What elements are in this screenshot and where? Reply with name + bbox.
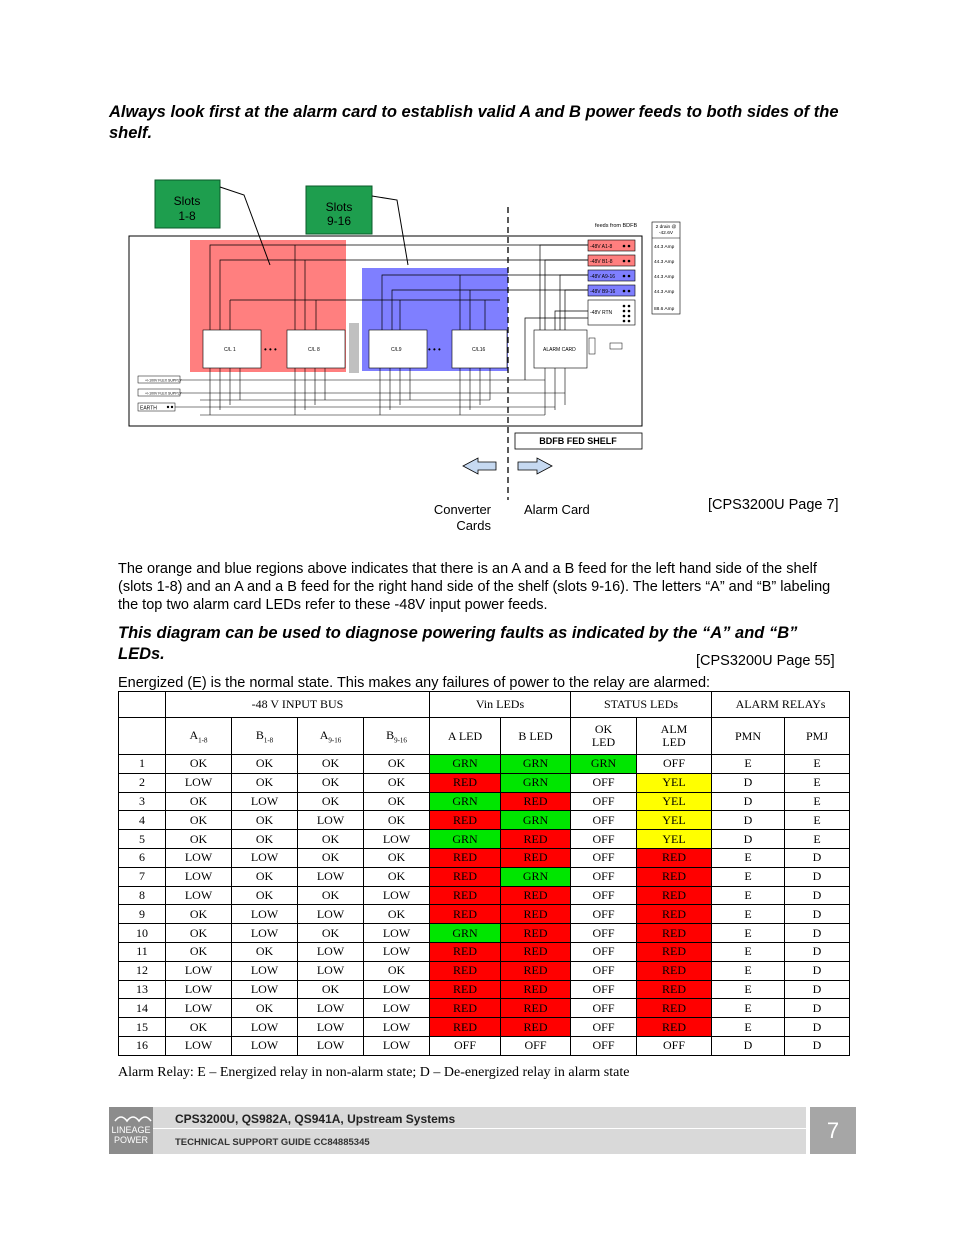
cell-a-led: RED (430, 773, 501, 792)
cell-bus-b9-16: OK (364, 905, 430, 924)
cell-alm-led: YEL (637, 811, 712, 830)
cell-a-led: RED (430, 980, 501, 999)
arrow-left-label-2: Cards (456, 518, 491, 533)
cell-case-number: 1 (119, 755, 166, 774)
cell-b-led: GRN (501, 755, 571, 774)
group-header-vin-leds: Vin LEDs (430, 692, 571, 718)
cell-pmj: E (785, 773, 850, 792)
cell-pmn: E (712, 1018, 785, 1037)
group-header-alarm-relays: ALARM RELAYs (712, 692, 850, 718)
fault-table (118, 691, 850, 1056)
cell-bus-b1-8: OK (232, 886, 298, 905)
cell-ok-led: OFF (571, 886, 637, 905)
cell-a-led: GRN (430, 792, 501, 811)
cell-bus-a9-16: LOW (298, 1018, 364, 1037)
page-number: 7 (810, 1107, 856, 1154)
cell-alm-led: RED (637, 961, 712, 980)
cell-pmj: D (785, 867, 850, 886)
cell-pmj: D (785, 999, 850, 1018)
group-header-input-bus: -48 V INPUT BUS (166, 692, 430, 718)
cell-ok-led: OFF (571, 1018, 637, 1037)
cell-ok-led: OFF (571, 1036, 637, 1055)
lower-wiring (175, 368, 565, 415)
cell-b-led: RED (501, 999, 571, 1018)
cell-a-led: RED (430, 905, 501, 924)
cell-bus-b1-8: LOW (232, 1018, 298, 1037)
table-row (119, 886, 850, 905)
arrow-left-icon (463, 458, 496, 474)
cell-pmj: E (785, 755, 850, 774)
cell-case-number: 6 (119, 848, 166, 867)
arrow-right-label: Alarm Card (524, 502, 590, 517)
amp-value-1: 44.3 Amp (654, 245, 675, 250)
cell-bus-a1-8: OK (166, 792, 232, 811)
cell-alm-led: RED (637, 1018, 712, 1037)
cell-bus-b1-8: LOW (232, 848, 298, 867)
cell-case-number: 2 (119, 773, 166, 792)
cell-bus-b1-8: LOW (232, 924, 298, 943)
cell-pmj: D (785, 924, 850, 943)
amp-value-3: 44.3 Amp (654, 275, 675, 280)
table-row (119, 848, 850, 867)
cell-pmn: E (712, 905, 785, 924)
cell-bus-a1-8: LOW (166, 867, 232, 886)
cell-ok-led: OFF (571, 867, 637, 886)
cell-b-led: OFF (501, 1036, 571, 1055)
cell-b-led: RED (501, 792, 571, 811)
cell-case-number: 7 (119, 867, 166, 886)
cell-bus-a9-16: OK (298, 924, 364, 943)
table-row (119, 830, 850, 849)
feed-label-a9-16: -48V A9-16 (590, 274, 616, 280)
lineage-power-logo (109, 1107, 153, 1154)
cell-bus-a9-16: OK (298, 848, 364, 867)
cell-pmn: E (712, 961, 785, 980)
cell-alm-led: RED (637, 999, 712, 1018)
table-row (119, 1018, 850, 1037)
cell-bus-a9-16: OK (298, 830, 364, 849)
col-header-b-led: B LED (501, 718, 571, 755)
cell-pmj: D (785, 886, 850, 905)
cell-alm-led: YEL (637, 792, 712, 811)
cell-bus-b9-16: LOW (364, 830, 430, 849)
cell-a-led: GRN (430, 924, 501, 943)
table-row (119, 811, 850, 830)
cell-ok-led: GRN (571, 755, 637, 774)
shelf-label: BDFB FED SHELF (539, 436, 617, 446)
slots-left-line2: 1-8 (178, 209, 196, 223)
cell-b-led: RED (501, 924, 571, 943)
cell-a-led: OFF (430, 1036, 501, 1055)
cell-bus-a9-16: OK (298, 755, 364, 774)
earth-terminal (167, 406, 169, 408)
cell-bus-b9-16: OK (364, 811, 430, 830)
cell-pmn: E (712, 867, 785, 886)
cell-alm-led: RED (637, 886, 712, 905)
cell-ok-led: OFF (571, 961, 637, 980)
cell-bus-a9-16: OK (298, 886, 364, 905)
cell-bus-b9-16: OK (364, 867, 430, 886)
cell-pmj: D (785, 905, 850, 924)
cell-pmn: D (712, 830, 785, 849)
cell-alm-led: RED (637, 980, 712, 999)
logo-line-2: POWER (113, 1135, 148, 1145)
cell-pmn: E (712, 755, 785, 774)
amp-value-5: 88.6 Amp (654, 307, 675, 312)
cell-bus-b1-8: OK (232, 811, 298, 830)
cell-bus-b1-8: LOW (232, 1036, 298, 1055)
feed-label-a1-8: -48V A1-8 (590, 244, 613, 250)
page-reference-55: [CPS3200U Page 55] (696, 653, 835, 669)
card-label-cl9: C/L9 (391, 347, 402, 353)
col-header-pmj: PMJ (785, 718, 850, 755)
ellipsis-left: • • • (264, 345, 277, 354)
slots-right-line2: 9-16 (326, 214, 352, 228)
cell-case-number: 16 (119, 1036, 166, 1055)
col-header-a1-8: $A_{1-8}$ (166, 718, 232, 755)
cell-a-led: RED (430, 811, 501, 830)
table-row (119, 792, 850, 811)
cell-pmj: D (785, 1018, 850, 1037)
cell-bus-a9-16: OK (298, 792, 364, 811)
feed-label-rtn: -48V RTN (590, 310, 613, 316)
corner-cell (119, 692, 166, 718)
cell-b-led: GRN (501, 811, 571, 830)
flex-supply-label-2: +/-100V FLEX SUPPLY (145, 391, 182, 396)
card-label-cl16: C/L16 (472, 347, 486, 353)
cell-alm-led: YEL (637, 773, 712, 792)
cell-bus-b1-8: LOW (232, 792, 298, 811)
table-row (119, 905, 850, 924)
cell-bus-b9-16: LOW (364, 886, 430, 905)
cell-bus-a9-16: LOW (298, 1036, 364, 1055)
cell-bus-b1-8: LOW (232, 961, 298, 980)
feed-boxes (588, 240, 635, 325)
cell-bus-b1-8: OK (232, 755, 298, 774)
cell-a-led: RED (430, 867, 501, 886)
ellipsis-right: • • • (428, 345, 441, 354)
cell-bus-b9-16: LOW (364, 924, 430, 943)
cell-case-number: 13 (119, 980, 166, 999)
cell-bus-b9-16: OK (364, 755, 430, 774)
amp-header-1: 2 drain @ (655, 225, 677, 230)
cell-bus-a1-8: LOW (166, 999, 232, 1018)
col-header-ok-led: OK LED (571, 718, 637, 755)
cell-pmn: D (712, 1036, 785, 1055)
cell-alm-led: RED (637, 942, 712, 961)
cell-bus-a1-8: LOW (166, 848, 232, 867)
cell-case-number: 3 (119, 792, 166, 811)
cell-bus-a9-16: LOW (298, 905, 364, 924)
cell-case-number: 4 (119, 811, 166, 830)
cell-pmn: D (712, 773, 785, 792)
col-header-pmn: PMN (712, 718, 785, 755)
cell-ok-led: OFF (571, 848, 637, 867)
cell-pmj: D (785, 980, 850, 999)
cell-bus-b1-8: LOW (232, 980, 298, 999)
gray-divider (349, 323, 359, 373)
cell-pmn: E (712, 980, 785, 999)
cell-a-led: RED (430, 999, 501, 1018)
cell-bus-b1-8: LOW (232, 905, 298, 924)
cell-pmj: E (785, 792, 850, 811)
cell-bus-b9-16: OK (364, 792, 430, 811)
cell-bus-a1-8: OK (166, 811, 232, 830)
feed-label-b9-16: -48V B9-16 (590, 289, 616, 295)
row-number-header (119, 718, 166, 755)
cell-case-number: 11 (119, 942, 166, 961)
cell-bus-b9-16: OK (364, 961, 430, 980)
col-header-a9-16: $A_{9-16}$ (298, 718, 364, 755)
arrow-left-label-1: Converter (433, 502, 491, 517)
arrow-right-icon (518, 458, 552, 474)
feeds-title: feeds from BDFB (595, 223, 638, 229)
cell-bus-a1-8: OK (166, 942, 232, 961)
cell-bus-a1-8: LOW (166, 980, 232, 999)
cell-ok-led: OFF (571, 830, 637, 849)
feed-label-b1-8: -48V B1-8 (590, 259, 613, 265)
group-header-status-leds: STATUS LEDs (571, 692, 712, 718)
cell-pmj: E (785, 811, 850, 830)
cell-b-led: RED (501, 980, 571, 999)
cell-case-number: 12 (119, 961, 166, 980)
cell-pmn: D (712, 792, 785, 811)
table-row (119, 867, 850, 886)
cell-b-led: RED (501, 942, 571, 961)
cell-bus-b9-16: LOW (364, 980, 430, 999)
cell-ok-led: OFF (571, 924, 637, 943)
cell-pmj: D (785, 942, 850, 961)
cell-pmn: E (712, 924, 785, 943)
cell-alm-led: OFF (637, 755, 712, 774)
cell-b-led: RED (501, 961, 571, 980)
slots-left-line1: Slots (173, 194, 201, 208)
cell-bus-a9-16: LOW (298, 999, 364, 1018)
cell-pmn: E (712, 942, 785, 961)
col-header-b1-8: $B_{1-8}$ (232, 718, 298, 755)
table-row (119, 773, 850, 792)
cell-a-led: RED (430, 886, 501, 905)
heading-diagnose: This diagram can be used to diagnose powering faults as indicated by the “A” and “B” LEDs. (118, 624, 798, 663)
col-header-alm-led: ALM LED (637, 718, 712, 755)
cell-bus-b9-16: LOW (364, 1036, 430, 1055)
amp-value-4: 44.3 Amp (654, 290, 675, 295)
table-row (119, 755, 850, 774)
cell-a-led: RED (430, 1018, 501, 1037)
cell-pmn: E (712, 886, 785, 905)
cell-ok-led: OFF (571, 773, 637, 792)
regions-explanation: The orange and blue regions above indicates that there is an A and a B feed for the left hand side of the shelf (slots 1-8) and an A and a B feed for the right hand side of the shelf (slots 9-16). The letters “A” and “B” labeling the top two alarm card LEDs refer to these -48V input power feeds. (118, 561, 831, 613)
alarm-card-port (610, 343, 622, 349)
cell-case-number: 15 (119, 1018, 166, 1037)
footer-title: CPS3200U, QS982A, QS941A, Upstream Systems (175, 1112, 456, 1126)
col-header-b9-16: $B_{9-16}$ (364, 718, 430, 755)
cell-bus-a1-8: OK (166, 755, 232, 774)
cell-ok-led: OFF (571, 811, 637, 830)
logo-line-1: LINEAGE (111, 1125, 151, 1135)
cell-b-led: RED (501, 886, 571, 905)
cell-a-led: GRN (430, 755, 501, 774)
cell-ok-led: OFF (571, 792, 637, 811)
cell-ok-led: OFF (571, 905, 637, 924)
alarm-card-label: ALARM CARD (543, 347, 576, 353)
cell-bus-b1-8: OK (232, 773, 298, 792)
cell-pmj: D (785, 848, 850, 867)
card-label-cl1: C/L 1 (224, 347, 236, 353)
cell-bus-a9-16: LOW (298, 942, 364, 961)
cell-alm-led: RED (637, 848, 712, 867)
amp-value-2: 44.3 Amp (654, 260, 675, 265)
page-reference-7: [CPS3200U Page 7] (708, 497, 839, 513)
cell-pmj: E (785, 830, 850, 849)
cell-ok-led: OFF (571, 942, 637, 961)
cell-alm-led: RED (637, 905, 712, 924)
cell-b-led: RED (501, 830, 571, 849)
cell-bus-a1-8: LOW (166, 961, 232, 980)
cell-case-number: 5 (119, 830, 166, 849)
cell-b-led: RED (501, 848, 571, 867)
cell-a-led: GRN (430, 830, 501, 849)
cell-alm-led: YEL (637, 830, 712, 849)
cell-pmn: D (712, 811, 785, 830)
cell-b-led: RED (501, 905, 571, 924)
table-row (119, 1036, 850, 1055)
cell-case-number: 10 (119, 924, 166, 943)
cell-bus-b9-16: LOW (364, 999, 430, 1018)
cell-case-number: 14 (119, 999, 166, 1018)
cell-bus-a9-16: LOW (298, 961, 364, 980)
cell-case-number: 9 (119, 905, 166, 924)
cell-a-led: RED (430, 961, 501, 980)
cell-bus-a1-8: OK (166, 1018, 232, 1037)
cell-bus-a1-8: OK (166, 924, 232, 943)
cell-bus-a9-16: OK (298, 773, 364, 792)
cell-pmn: E (712, 999, 785, 1018)
table-row (119, 942, 850, 961)
table-row (119, 924, 850, 943)
earth-label: EARTH (140, 405, 157, 412)
power-feed-diagram (0, 0, 954, 560)
cell-bus-a9-16: OK (298, 980, 364, 999)
cell-b-led: RED (501, 1018, 571, 1037)
alarm-card-connector (589, 338, 595, 354)
cell-bus-a9-16: LOW (298, 811, 364, 830)
amp-column (652, 222, 680, 314)
alarm-relay-legend: Alarm Relay: E – Energized relay in non-alarm state; D – De-energized relay in alarm state (118, 1065, 630, 1080)
cell-ok-led: OFF (571, 999, 637, 1018)
cell-bus-b1-8: OK (232, 999, 298, 1018)
table-row (119, 999, 850, 1018)
cell-bus-a1-8: LOW (166, 886, 232, 905)
cell-bus-b9-16: OK (364, 773, 430, 792)
cell-case-number: 8 (119, 886, 166, 905)
cell-alm-led: RED (637, 924, 712, 943)
table-row (119, 980, 850, 999)
footer-bar (109, 1107, 806, 1154)
cell-pmn: E (712, 848, 785, 867)
col-header-a-led: A LED (430, 718, 501, 755)
flex-supply-label-1: +/-100V FLEX SUPPLY (145, 378, 182, 383)
cell-alm-led: OFF (637, 1036, 712, 1055)
slots-right-pointer (372, 196, 408, 265)
heading-alarm-card: Always look first at the alarm card to establish valid A and B power feeds to both sides of the shelf. (109, 103, 839, 142)
cell-bus-b9-16: LOW (364, 942, 430, 961)
cell-bus-b1-8: OK (232, 867, 298, 886)
cell-bus-a1-8: OK (166, 905, 232, 924)
earth-terminal (171, 406, 173, 408)
cell-pmj: D (785, 1036, 850, 1055)
cell-bus-b1-8: OK (232, 942, 298, 961)
cell-bus-a1-8: OK (166, 830, 232, 849)
cell-bus-b1-8: OK (232, 830, 298, 849)
table-row (119, 961, 850, 980)
cell-bus-b9-16: LOW (364, 1018, 430, 1037)
footer-divider (153, 1128, 806, 1129)
cell-bus-a1-8: LOW (166, 1036, 232, 1055)
energized-note: Energized (E) is the normal state. This makes any failures of power to the relay are alarmed: (118, 675, 711, 691)
cell-ok-led: OFF (571, 980, 637, 999)
cell-bus-a1-8: LOW (166, 773, 232, 792)
cell-b-led: GRN (501, 773, 571, 792)
slots-right-line1: Slots (325, 200, 353, 214)
cell-a-led: RED (430, 848, 501, 867)
footer-subtitle: TECHNICAL SUPPORT GUIDE CC84885345 (175, 1137, 370, 1148)
cell-alm-led: RED (637, 867, 712, 886)
cell-bus-b9-16: OK (364, 848, 430, 867)
card-label-cl8: C/L 8 (308, 347, 320, 353)
cell-a-led: RED (430, 942, 501, 961)
cell-pmj: D (785, 961, 850, 980)
amp-header-2: -42.6V (658, 231, 674, 236)
cell-b-led: GRN (501, 867, 571, 886)
cell-bus-a9-16: LOW (298, 867, 364, 886)
